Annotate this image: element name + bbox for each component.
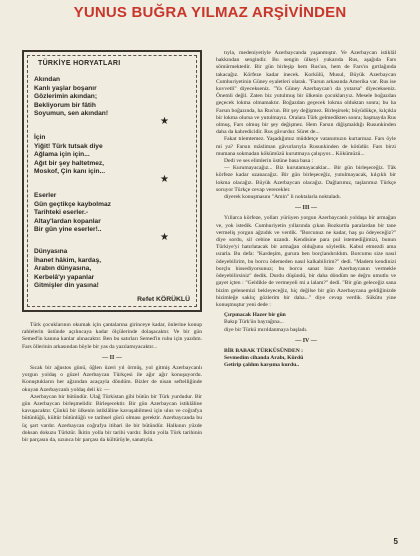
right-column-text: [216, 50, 396, 370]
poem-box: [22, 50, 202, 312]
poem-line: Soyumun, sen akından!: [34, 110, 109, 118]
section-marker: — IV —: [295, 337, 317, 344]
poem-line: Tarihteki eserler.-: [34, 209, 89, 217]
poem-line: İhanet hâkim, kardaş,: [34, 256, 102, 264]
paragraph: Türk çocuklarının okumak için çantalarına girinceye kadar, önlerine konup rahlelerin üstünde açılıncaya kadar ölçülerinde dolaşacaktır. Ve bir gün Semed'in kanına kanlar alınacaktır. Ben bu satırları Semed'in ruhu için yazdım. Fars öllerinin arkasından böyle bir yas da yazılamıyacaktır...: [22, 322, 202, 350]
poem-line: Gözlerimin akından;: [34, 93, 98, 101]
star-icon: ★: [160, 232, 169, 243]
poem-line: Kanlı yaşlar boşanır: [34, 84, 97, 92]
paragraph: diyerek konuşmasını "Amin" li noktalarla noktaladı.: [224, 194, 342, 201]
verse-title: Çırpınacak Hazer bir gün: [224, 312, 286, 319]
paragraph: tıyla, medeniyetiyle Azerbaycanda yaşanmıştır. Ve Azerbaycan istiklâl hakkından sengindir. Bu sengin ülkeyi yukarıda Rus, aşağıda Fars sömürmektedir. Bir gün birleşip hem Rus'un, hem de Fars'ın gırtlağında takacağız. Körfeze kadar inecek. Korkülü, Musul, Büyük Azerbaycan Cumhuriyetinin Güney eyaletleri olarak. "Farsın arkasında Amerika var. Rus ise kuvvetli" diyecekseniz. "Ya Güney Azerbaycan'ı da yutarsa" diyecekseniz. Önemli değil. Zaten biz yutulmuş bir ülkenin çocuklarıyız. Mesele boğazdan geçecek lokma olmamaktır. Boğazdan geçecek lokma olduktan sonra; bu ha Farsın boğazında, ha Rus'un. Bir şey değişmez. Birleşirsek; büyüdükçe, kılçıkla bir lokma olursa ve yutulmayız. Oralara Türk gelmedikten sonra; haşmayda Rus olmuş, Fars olmuş bir şey değişmez. Hem Farsın diğişmaldığı Rusunkinden daha da kahredicidir. Rus gâvurdur. Süret de...: [216, 50, 396, 136]
archive-header: YUNUS BUĞRA YILMAZ ARŞİVİNDEN: [73, 4, 347, 21]
poem-stanza-1: [34, 76, 108, 119]
poem-line: Ağlama için için...: [34, 151, 90, 159]
poem-line: Ağıt bir şey haltetmez,: [34, 159, 104, 167]
poem-author: Refet KÖRÜKLÜ: [137, 296, 190, 303]
babak-title: BİR BABAK TÜRKÜSÜNDEN :: [224, 347, 303, 354]
poem-line: Yiğit! Türk tutsak diye: [34, 142, 103, 150]
poem-line: Kerbelâ'yı yapanlar: [34, 273, 95, 281]
section-marker: — II —: [102, 354, 122, 361]
poem-line: İçin: [34, 134, 46, 141]
paragraph: Dedi ve ses elimlerin üstüne basa basa :: [224, 158, 314, 165]
paragraph: Fakat tılemtemez. Yaşadığımız müddetçe vatanımızın kurtarmaz. Fars öyle mi ya? Farsın mâsliman gâvurlarıyla Rusunkinden de kötüdür. Fars birzi mumana sokmadan kökümüzü kurutmaya çalışıyor... Kökümüzü...: [216, 136, 396, 157]
paragraph: Yıllarca körfeze, yolları yürüyen yorgun Azerbaycanlı yoldaşa bir armağan ve, yok istedik. Cumhuriyetin yıllarında çıkan Bozkurtla paralardan bir tane vermeliş yorgun ağzıdık ve verdik. "Borcunuz ne kadar, haş şu ödeyeceğiz?" diye sordu, sil cebine uzandı. Kendisine para pul istemediğimizi, bunun Türkiye'yi hatırlatacak bir armağan olduğunu söyledik. Kabul etmezdi ama ısrarla. Bu defa: "Kardeşim, gurura ben borçlandırıldım. Borcumu size nasıl ödeyebilirim, bu borcu ödemeden nasıl kalkabilirim?" dedi. "Madem kendinizi borçlu hissediyorsunuz; bu borcu sanat bize Azerbaycanın vermekle ödeyebilirsiniz" dedik. Durdu düşündü, bir daha döndüm ne değru umutlu ve gayet içten : "Geldikle de vermeyeli mi a lalam?" dedi. "Bir gün geleceğiz sana bizim gelenemizi bekleyeceğiz, hiç değilse bir gün Azerbaycana geldiğinizde bizimleğe saklıç gözlerim bir daha..." diye cevap verdik. Sükûtu yine konuşmuştur yeni dede :: [216, 215, 396, 308]
poem-line: Arabın dünyasına,: [34, 265, 92, 273]
paragraph: diye bir Türkü mırıldanmaya başladı.: [224, 326, 308, 333]
page-number: 5: [393, 537, 398, 546]
poem-line: Gün geçtikçe kaybolmaz: [34, 200, 111, 208]
poem-line: Akından: [34, 76, 61, 83]
babak-line: Getirip çaldım karşıma kurdu..: [224, 362, 300, 369]
poem-line: Dünyasına: [34, 248, 68, 255]
poem-title: TÜRKİYE HORYATLARI: [38, 60, 121, 67]
paragraph: — Kurumayacağız... Biz kurutamayacaklar... Bir gün birleşeceğiz. Tâk körfeze kadar uzanacağız. Bir gün birleşeceğiz, yutulmayacak, kılçıklı bir lokma olacağız. Büyük Azerbaycan olacağız. Dağlarımız, taşlarımız Türkçe soruyor Türkçe cevap verecekler.: [216, 165, 396, 193]
poem-stanza-2: [34, 134, 105, 177]
poem-stanza-3: [34, 192, 111, 235]
paragraph: Sıcak bir ağustos günü, öğlen üzeri yıl örmüş, yol gitmiş Azerbaycanlı yorgun yoldaş o güzel Azerbaycan Türkçesi ile ağır ağır konuşuyordu. Konuştukların her ağzından acaçayla döndüm. Bizler de nisan seftelliğinde okuyan Azerbaycanlı yoldaş deli ki: —: [22, 365, 202, 393]
poem-line: Bir gün yine eserler!..: [34, 226, 102, 234]
section-marker: — III —: [294, 205, 317, 212]
poem-line: Eserler: [34, 192, 57, 199]
poem-line: Gitmişler din yasına!: [34, 282, 99, 290]
star-icon: ★: [160, 116, 169, 127]
paragraph: Azerbaycan bir bütündür. Ulağ Türkistan gibi bütün bir Türk yurdudur. Bir gün Azerbaycan birleşmelidir. Birleşecektir. Bir gün Azerbaycan istiklâline kavuşacaktır. Çünkü bir ülkenin istiklâline kavuşabilmesi için ulus ve coğrafya bütünlüğü, kültür bütünlüğü ve tarihsel gücü olması gerektir. Azerbaycanda bu üç şart vardır. Azerbaycan coğrafya itibari ile bir bütündür. Halkının yüzde doksan dokuzu Türktür. İkitin yolla bir tarihi vardır. İkitin yolla Türk tarihinin bir parçasın da, uzunca bir parçası da kültürüyle, sanatıyla.: [22, 393, 202, 444]
poem-line: Altay'lardan kopanlar: [34, 217, 101, 225]
poem-line: Moskof, Çin kanı için...: [34, 168, 106, 176]
star-icon: ★: [160, 174, 169, 185]
poem-stanza-4: [34, 248, 101, 291]
babak-line: Sevmedim cihanda Arabı, Kürdü: [224, 355, 304, 362]
poem-line: Bekliyorum bir fâtih: [34, 101, 96, 109]
left-column-text: [22, 322, 202, 444]
verse-line: Bakıp Türk'ün bayrağına...: [224, 319, 284, 326]
